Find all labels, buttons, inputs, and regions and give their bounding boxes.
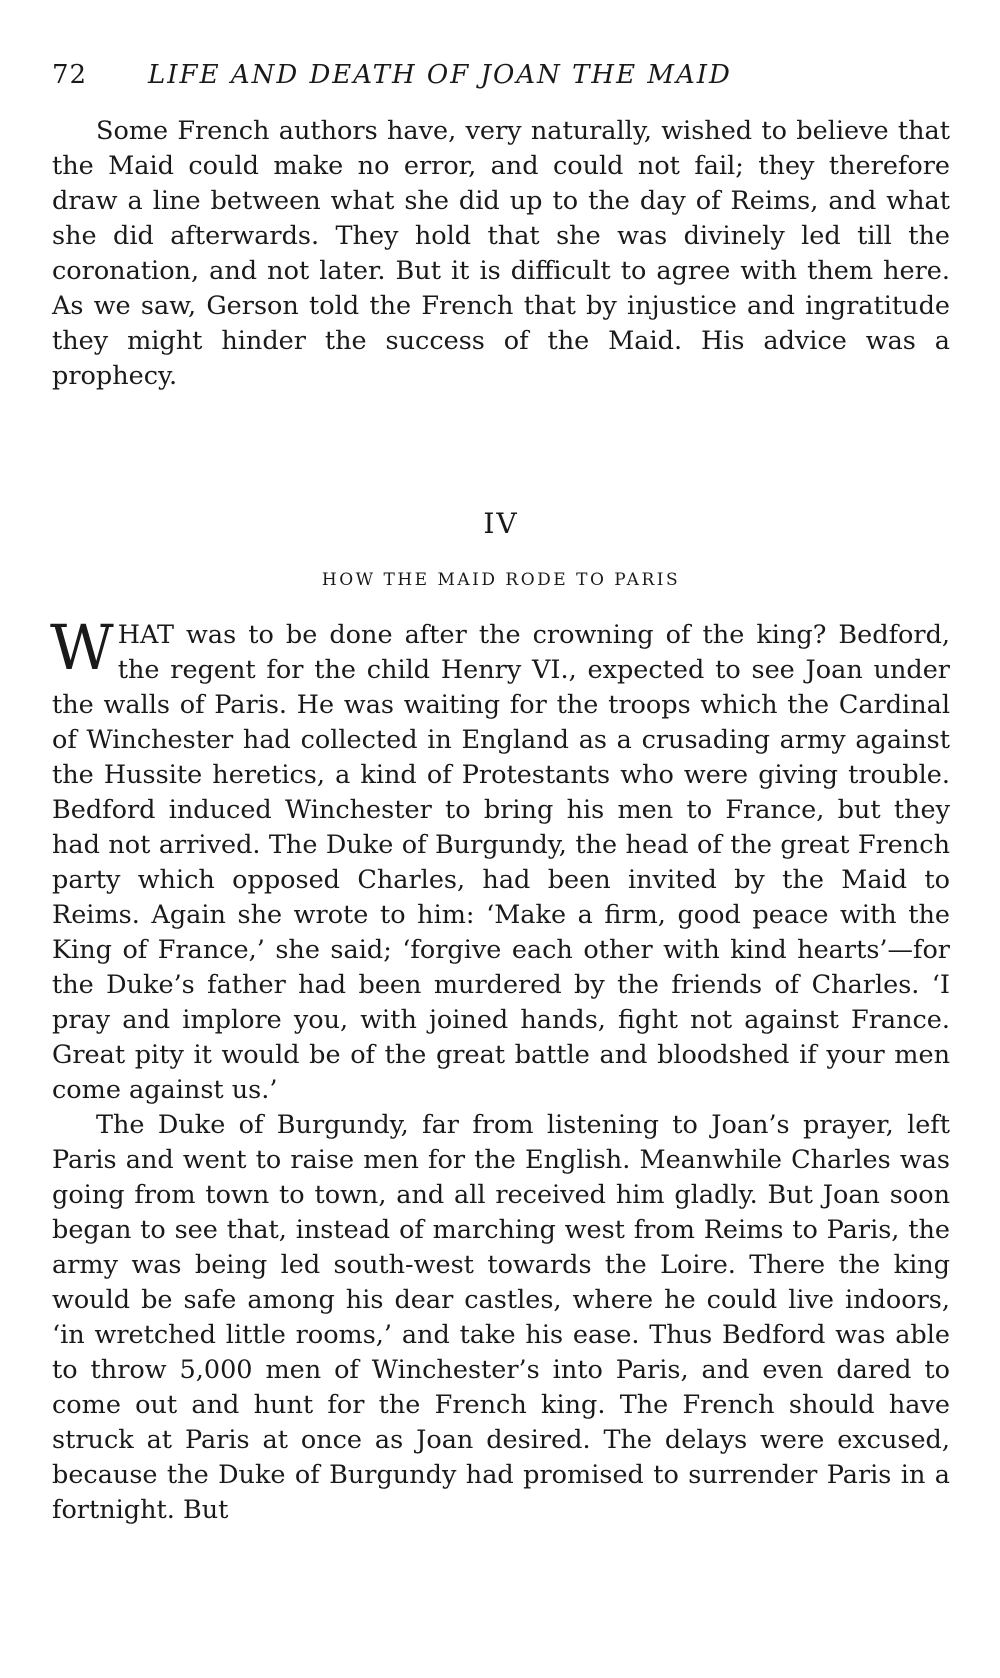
chapter-opening-text: HAT was to be done after the crowning of the king? Bedford, the regent for the child Henry VI., expected to see Joan under the walls of Paris. He was waiting for the troops which the Cardinal of Winchester had collected in England as a crusading army against the Hussite heretics, a kind of Protestants who were giving trouble. Bedford induced Winchester to bring his men to France, but they had not arrived. The Duke of Burgundy, the head of the great French party which opposed Charles, had been invited by the Maid to Reims. Again she wrote to him: ‘Make a firm, good peace with the King of France,’ she said; ‘forgive each other with kind hearts’—for the Duke’s father had been murdered by the friends of Charles. ‘I pray and implore you, with joined hands, fight not against France. Great pity it would be of the great battle and bloodshed if your men come against us.’ xyxy=(52,620,950,1105)
book-page xyxy=(52,60,950,1528)
page-number: 72 xyxy=(52,60,88,90)
chapter-opening-paragraph xyxy=(50,611,950,1108)
running-head xyxy=(52,60,950,100)
chapter-title: HOW THE MAID RODE TO PARIS xyxy=(321,570,681,590)
drop-cap: W xyxy=(50,611,114,684)
intro-paragraph: Some French authors have, very naturally, wished to believe that the Maid could make no error, and could not fail; they therefore draw a line between what she did up to the day of Reims, and what she did afterwards. They hold that she was divinely led till the coronation, and not later. But it is difficult to agree with them here. As we saw, Gerson told the French that by injustice and ingratitude they might hinder the success of the Maid. His advice was a prophecy. xyxy=(52,116,950,391)
page-body xyxy=(52,114,950,1528)
running-title: LIFE AND DEATH OF JOAN THE MAID xyxy=(148,60,732,90)
chapter-number: IV xyxy=(483,507,519,540)
second-paragraph: The Duke of Burgundy, far from listening to Joan’s prayer, left Paris and went to raise men for the English. Meanwhile Charles was going from town to town, and all received him gladly. But Joan soon began to see that, instead of marching west from Reims to Paris, the army was being led south-west towards the Loire. There the king would be safe among his dear castles, where he could live indoors, ‘in wretched little rooms,’ and take his ease. Thus Bedford was able to throw 5,000 men of Winchester’s into Paris, and even dared to come out and hunt for the French king. The French should have struck at Paris at once as Joan desired. The delays were excused, because the Duke of Burgundy had promised to surrender Paris in a fortnight. But xyxy=(52,1110,950,1525)
